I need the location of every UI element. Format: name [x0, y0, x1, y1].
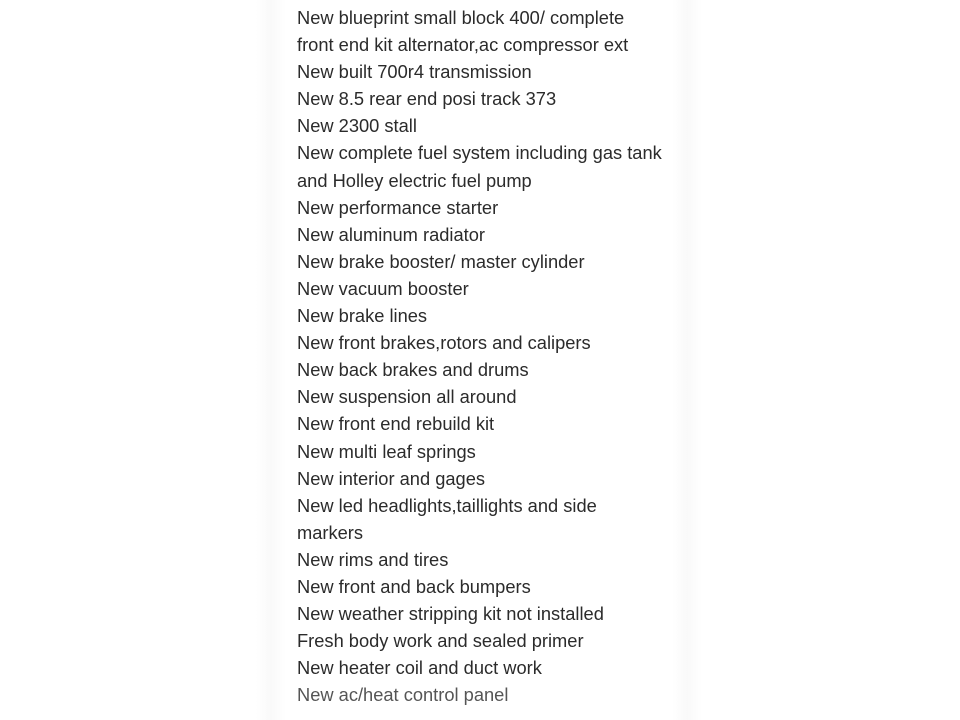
list-line: New rims and tires	[297, 548, 449, 570]
list-line: New front and back bumpers	[297, 575, 531, 597]
page-edge-left	[256, 0, 286, 720]
list-line: New multi leaf springs	[297, 440, 476, 462]
list-line: New led headlights,taillights and side	[297, 494, 597, 516]
list-line: New performance starter	[297, 196, 499, 218]
list-line: New ac/heat control panel	[297, 684, 509, 706]
list-line: New built 700r4 transmission	[297, 61, 532, 83]
list-line: New complete fuel system including gas tank	[297, 142, 662, 164]
list-line: New front brakes,rotors and calipers	[297, 332, 591, 354]
list-line: New brake lines	[297, 305, 428, 327]
list-line: New heater coil and duct work	[297, 657, 542, 679]
list-line: New blueprint small block 400/ complete	[297, 7, 625, 28]
list-line: New brake booster/ master cylinder	[297, 250, 585, 272]
list-line: New back brakes and drums	[297, 359, 529, 381]
list-line: and Holley electric fuel pump	[297, 169, 532, 191]
parts-list	[297, 4, 662, 708]
list-line: New weather stripping kit not installed	[297, 603, 604, 625]
list-line: New interior and gages	[297, 467, 485, 489]
list-line: New 8.5 rear end posi track 373	[297, 88, 557, 110]
list-line: New 2300 stall	[297, 115, 417, 137]
list-line: New vacuum booster	[297, 277, 469, 299]
list-line: front end kit alternator,ac compressor ext	[297, 34, 629, 56]
page-edge-right	[672, 0, 702, 720]
list-line: New suspension all around	[297, 386, 517, 408]
list-line: Fresh body work and sealed primer	[297, 630, 584, 652]
list-line: markers	[297, 521, 364, 543]
list-line: New aluminum radiator	[297, 223, 485, 245]
list-line: New front end rebuild kit	[297, 413, 495, 435]
